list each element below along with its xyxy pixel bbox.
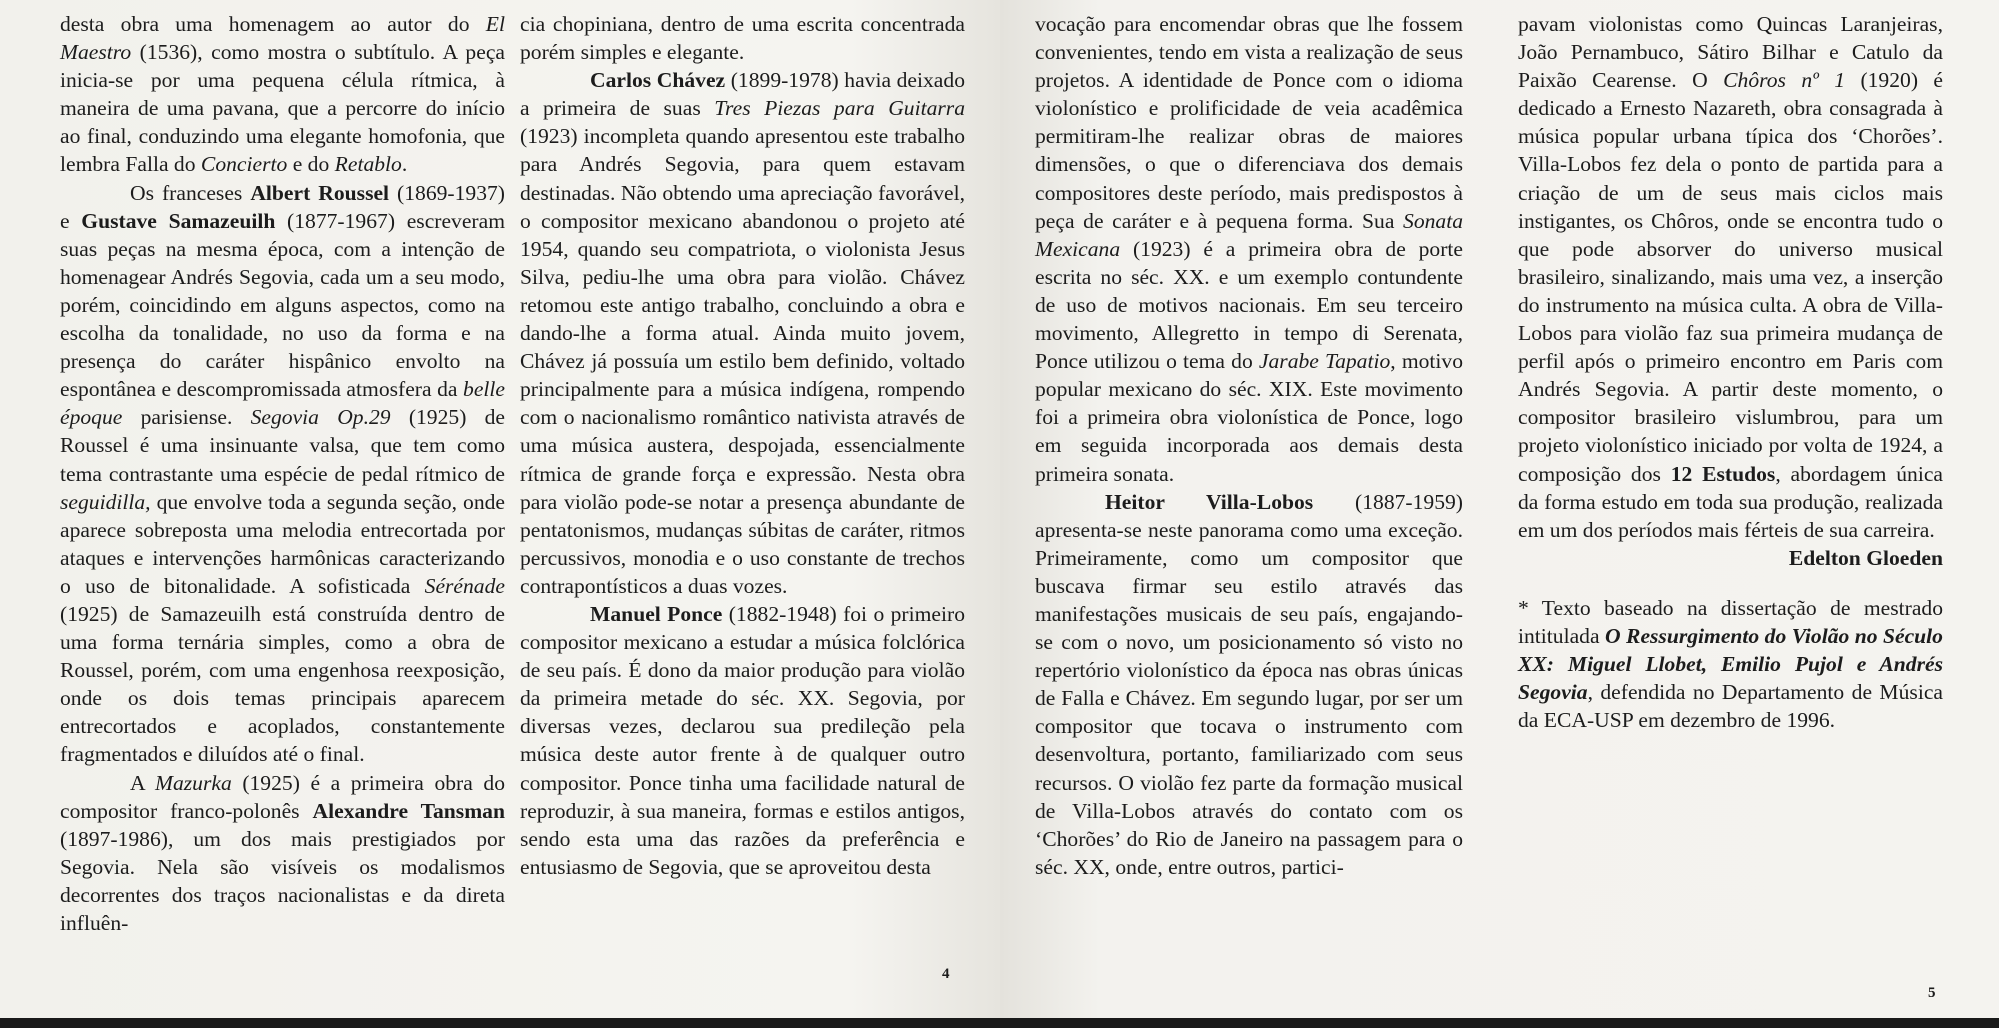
paragraph: cia chopiniana, dentro de uma escrita concentrada porém simples e elegante.: [520, 12, 965, 65]
right-page: [1000, 0, 1999, 1020]
author-signature: Edelton Gloeden: [1788, 545, 1943, 570]
left-page: [0, 0, 1000, 1020]
text-column-3: [1035, 10, 1463, 881]
paragraph: Heitor Villa-Lobos (1887-1959) apresenta-se neste panorama como uma exceção. Primeiramente, como um compositor que buscava firmar seu estilo através das manifestações musicais de seu país, engajando-se com o novo, um posicionamento só visto no repertório violonístico da época nas obras únicas de Falla e Chávez. Em segundo lugar, por ser um compositor que tocava o instrumento com desenvoltura, portanto, familiarizado com seus recursos. O violão fez parte da formação musical de Villa-Lobos através do contato com os ‘Chorões’ do Rio de Janeiro na passagem para o séc. XX, onde, entre outros, partici-: [1035, 489, 1463, 879]
scan-background: [0, 1018, 1999, 1028]
text-column-1: [60, 10, 505, 937]
paragraph: A Mazurka (1925) é a primeira obra do compositor franco-polonês Alexandre Tansman (1897-1986), um dos mais prestigiados por Segovia. Nela são visíveis os modalismos decorrentes dos traços nacionalistas e da direta influên-: [60, 770, 505, 935]
page-number: 4: [942, 966, 950, 982]
text-column-2: [520, 10, 965, 881]
page-number: 5: [1928, 985, 1936, 1001]
paragraph: vocação para encomendar obras que lhe fossem convenientes, tendo em vista a realização de seus projetos. A identidade de Ponce com o idioma violonístico e prolificidade de veia acadêmica permitiram-lhe realizar obras de maiores dimensões, o que o diferenciava dos demais compositores deste período, mais predispostos à peça de caráter e à pequena forma. Sua Sonata Mexicana (1923) é a primeira obra de porte escrita no séc. XX. e um exemplo contundente de uso de motivos nacionais. Em seu terceiro movimento, Allegretto in tempo di Serenata, Ponce utilizou o tema do Jarabe Tapatio, motivo popular mexicano do séc. XIX. Este movimento foi a primeira obra violonística de Ponce, logo em seguida incorporada aos demais desta primeira sonata.: [1035, 12, 1464, 486]
paragraph: desta obra uma homenagem ao autor do El Maestro (1536), como mostra o subtítulo. A peça inicia-se por uma pequena célula rítmica, à maneira de uma pavana, que a percorre do início ao final, conduzindo uma elegante homofonia, que lembra Falla do Concierto e do Retablo.: [60, 12, 505, 177]
footnote: * Texto baseado na dissertação de mestrado intitulada O Ressurgimento do Violão no Século XX: Miguel Llobet, Emilio Pujol e Andrés Segovia, defendida no Departamento de Música da ECA-USP em dezembro de 1996.: [1518, 595, 1943, 733]
paragraph: pavam violonistas como Quincas Laranjeiras, João Pernambuco, Sátiro Bilhar e Catulo da Paixão Cearense. O Chôros nº 1 (1920) é dedicado a Ernesto Nazareth, obra consagrada à música popular urbana típica dos ‘Chorões’. Villa-Lobos fez dela o ponto de partida para a criação de um de seus mais ciclos mais instigantes, os Chôros, onde se encontra tudo o que pode absorver do universo musical brasileiro, sinalizando, mais uma vez, a inserção do instrumento na música culta. A obra de Villa-Lobos para violão faz sua primeira mudança de perfil após o primeiro encontro em Paris com Andrés Segovia. A partir deste momento, o compositor brasileiro vislumbrou, para um projeto violonístico iniciado por volta de 1924, a composição dos 12 Estudos, abordagem única da forma estudo em toda sua produção, realizada em um dos períodos mais férteis de sua carreira.: [1518, 12, 1943, 542]
text-column-4: [1518, 10, 1943, 734]
paragraph: Manuel Ponce (1882-1948) foi o primeiro compositor mexicano a estudar a música folclórica de seu país. É dono da maior produção para violão da primeira metade do séc. XX. Segovia, por diversas vezes, declarou sua predileção pela música deste autor frente à de qualquer outro compositor. Ponce tinha uma facilidade natural de reproduzir, à sua maneira, formas e estilos antigos, sendo esta uma das razões da preferência e entusiasmo de Segovia, que se aproveitou desta: [520, 601, 965, 879]
paragraph: Os franceses Albert Roussel (1869-1937) e Gustave Samazeuilh (1877-1967) escreveram suas peças na mesma época, com a intenção de homenagear Andrés Segovia, cada um a seu modo, porém, coincidindo em alguns aspectos, como na escolha da tonalidade, no uso da forma e na presença do caráter hispânico envolto na espontânea e descompromissada atmosfera da belle époque parisiense. Segovia Op.29 (1925) de Roussel é uma insinuante valsa, que tem como tema contrastante uma espécie de pedal rítmico de seguidilla, que envolve toda a segunda seção, onde aparece sobreposta uma melodia entrecortada por ataques e intervenções harmônicas caracterizando o uso de bitonalidade. A sofisticada Sérénade (1925) de Samazeuilh está construída dentro de uma forma ternária simples, como a obra de Roussel, porém, com uma engenhosa reexposição, onde os dois temas principais aparecem entrecortados e acoplados, constantemente fragmentados e diluídos até o final.: [60, 180, 506, 767]
paragraph: Carlos Chávez (1899-1978) havia deixado a primeira de suas Tres Piezas para Guitarra (1923) incompleta quando apresentou este trabalho para Andrés Segovia, para quem estavam destinadas. Não obtendo uma apreciação favorável, o compositor mexicano abandonou o projeto até 1954, quando seu compatriota, o violonista Jesus Silva, pediu-lhe uma obra para violão. Chávez retomou este antigo trabalho, concluindo a obra e dando-lhe a forma atual. Ainda muito jovem, Chávez já possuía um estilo bem definido, voltado principalmente para a música indígena, rompendo com o nacionalismo romântico nativista através de uma música austera, despojada, essencialmente rítmica de grande força e expressão. Nesta obra para violão pode-se notar a presença abundante de pentatonismos, mudanças súbitas de caráter, ritmos percussivos, monodia e o uso constante de trechos contrapontísticos a duas vozes.: [520, 68, 965, 598]
